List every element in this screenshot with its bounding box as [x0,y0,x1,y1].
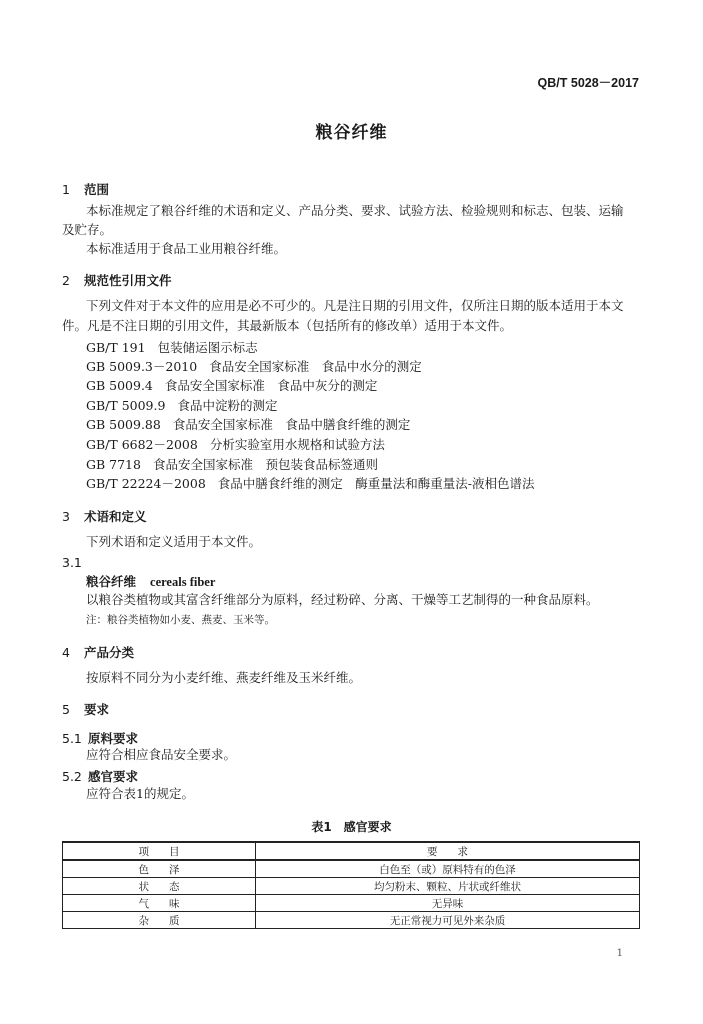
section-title: 要求 [84,702,110,717]
reference-code: GB 5009.88 [86,417,161,432]
header-requirement: 要求 [256,842,640,860]
terms-intro: 下列术语和定义适用于本文件。 [86,534,262,549]
reference-title: 食品安全国家标准 食品中水分的测定 [209,359,422,374]
reference-title: 包装储运图示标志 [157,340,258,355]
subsection-number: 5.2 [62,769,82,784]
reference-item [86,474,535,494]
section-2-heading [62,271,172,289]
term-note: 注：粮谷类植物如小麦、燕麦、玉米等。 [86,614,275,626]
subsection-number: 5.1 [62,731,82,746]
section-number: 1 [62,182,70,197]
section-5-heading [62,700,109,718]
reference-item [86,415,410,435]
row-requirement: 无正常视力可见外来杂质 [256,912,640,929]
section-number: 2 [62,273,70,288]
reference-title: 分析实验室用水规格和试验方法 [209,437,385,452]
references-intro-line2: 件。凡是不注日期的引用文件，其最新版本（包括所有的修改单）适用于本文件。 [62,318,513,333]
section-number: 3 [62,509,70,524]
row-item: 杂质 [63,912,256,929]
reference-item [86,357,422,377]
row-requirement: 均匀粉末、颗粒、片状或纤维状 [256,878,640,895]
scope-paragraph-line2: 及贮存。 [62,222,113,237]
document-title: 粮谷纤维 [315,123,388,143]
subsection-5-2-heading [62,767,138,785]
reference-item [86,455,378,475]
scope-applicability: 本标准适用于食品工业用粮谷纤维。 [86,241,287,256]
section-title: 规范性引用文件 [84,273,172,288]
reference-code: GB/T 6682－2008 [86,437,198,452]
section-3-heading [62,507,147,525]
reference-item [86,338,258,358]
row-item: 色泽 [63,860,256,878]
raw-material-text: 应符合相应食品安全要求。 [86,747,237,762]
term-chinese: 粮谷纤维 [86,574,137,589]
sensory-requirements-table [62,841,640,929]
table-row [63,912,640,929]
table-row [63,895,640,912]
reference-code: GB/T 191 [86,340,146,355]
reference-code: GB 7718 [86,457,141,472]
reference-code: GB 5009.4 [86,378,153,393]
scope-paragraph-line1: 本标准规定了粮谷纤维的术语和定义、产品分类、要求、试验方法、检验规则和标志、包装、运输 [86,203,624,218]
section-title: 术语和定义 [84,509,147,524]
reference-code: GB/T 22224－2008 [86,476,206,491]
reference-title: 食品安全国家标准 食品中膳食纤维的测定 [172,417,411,432]
row-item: 状态 [63,878,256,895]
section-1-heading [62,180,109,198]
table-caption: 表1 感官要求 [311,820,392,834]
table-header-row [63,842,640,860]
reference-title: 食品中淀粉的测定 [177,398,278,413]
section-title: 范围 [84,182,110,197]
row-requirement: 白色至（或）原料特有的色泽 [256,860,640,878]
reference-item [86,376,377,396]
table-row [63,878,640,895]
reference-title: 食品中膳食纤维的测定 酶重量法和酶重量法-液相色谱法 [217,476,535,491]
reference-code: GB/T 5009.9 [86,398,166,413]
sensory-text: 应符合表1的规定。 [86,786,194,801]
reference-item [86,396,277,416]
classification-text: 按原料不同分为小麦纤维、燕麦纤维及玉米纤维。 [86,670,362,685]
table-row [63,860,640,878]
reference-title: 食品安全国家标准 预包装食品标签通则 [152,457,378,472]
term-definition: 以粮谷类植物或其富含纤维部分为原料，经过粉碎、分离、干燥等工艺制得的一种食品原料。 [86,592,599,607]
references-intro-line1: 下列文件对于本文件的应用是必不可少的。凡是注日期的引用文件，仅所注日期的版本适用于本文 [86,298,624,313]
standard-code: QB/T 5028－2017 [537,76,639,90]
section-number: 5 [62,702,70,717]
row-requirement: 无异味 [256,895,640,912]
subsection-title: 原料要求 [88,731,139,746]
section-4-heading [62,643,134,661]
section-title: 产品分类 [84,645,135,660]
header-item: 项目 [63,842,256,860]
term-entry [86,572,215,590]
term-english: cereals fiber [150,575,216,589]
subsection-number: 3.1 [62,555,82,570]
section-number: 4 [62,645,70,660]
reference-code: GB 5009.3－2010 [86,359,198,374]
reference-item [86,435,385,455]
reference-title: 食品安全国家标准 食品中灰分的测定 [164,378,378,393]
subsection-title: 感官要求 [88,769,139,784]
row-item: 气味 [63,895,256,912]
page-number: 1 [616,948,623,959]
